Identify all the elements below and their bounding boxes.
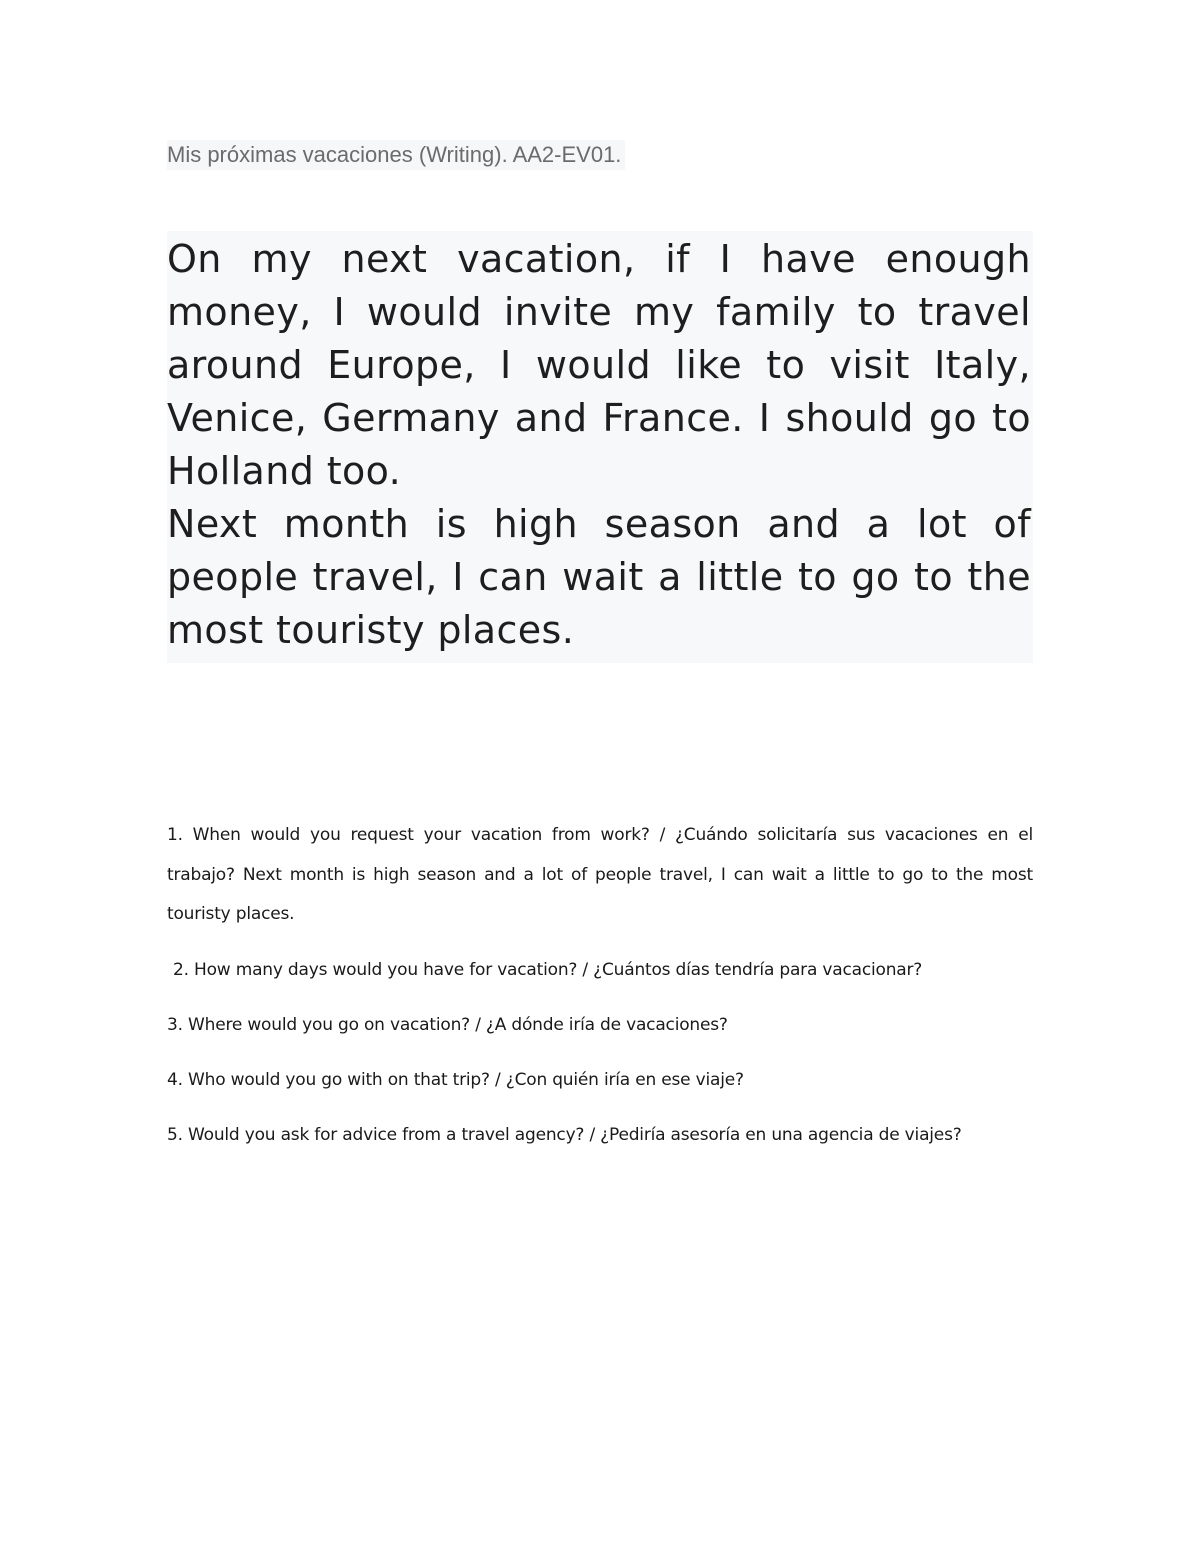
question-item-3: 3. Where would you go on vacation? / ¿A dónde iría de vacaciones? — [167, 1014, 728, 1035]
question-item-5: 5. Would you ask for advice from a travel agency? / ¿Pediría asesoría en una agencia de viajes? — [167, 1124, 962, 1145]
question-list — [167, 816, 1033, 1171]
essay-paragraph-1: On my next vacation, if I have enough money, I would invite my family to travel around Europe, I would like to visit Italy, Venice, Germany and France. I should go to Holland too. — [167, 237, 1031, 493]
question-item-4: 4. Who would you go with on that trip? / ¿Con quién iría en ese viaje? — [167, 1069, 744, 1090]
question-item-1: 1. When would you request your vacation from work? / ¿Cuándo solicitaría sus vacaciones en el trabajo? Next month is high season and a lot of people travel, I can wait a little to go to the most touristy places. — [167, 825, 1033, 924]
question-item-2: 2. How many days would you have for vacation? / ¿Cuántos días tendría para vacacionar? — [173, 959, 923, 980]
document-title: Mis próximas vacaciones (Writing). AA2-EV01. — [167, 140, 625, 170]
essay-block — [167, 231, 1033, 663]
essay-paragraph-2: Next month is high season and a lot of people travel, I can wait a little to go to the most touristy places. — [167, 502, 1031, 652]
